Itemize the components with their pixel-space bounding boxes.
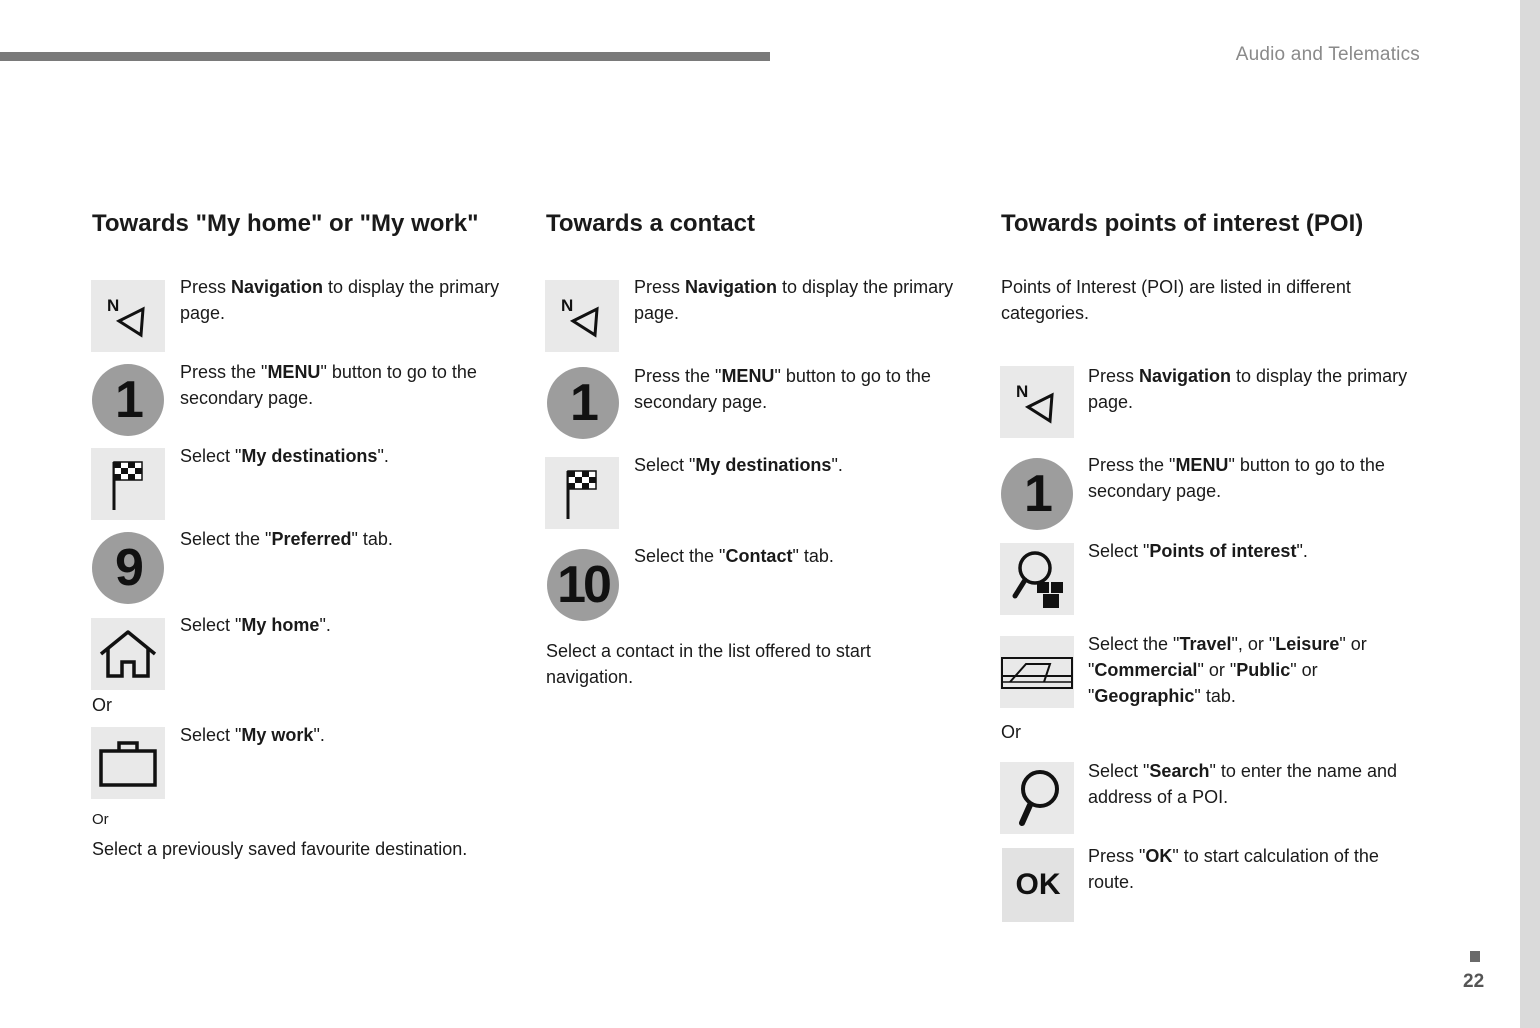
step-text: Press the "MENU" button to go to the secondary page. — [1088, 455, 1385, 501]
step-text: Press Navigation to display the primary page. — [1088, 366, 1408, 412]
step-number-badge: 1 — [92, 364, 164, 436]
briefcase-icon — [91, 727, 165, 799]
step-text: Press the "MENU" button to go to the secondary page. — [634, 366, 931, 412]
step-text: Select the "Travel", or "Leisure" or "Commercial" or "Public" or "Geographic" tab. — [1088, 634, 1367, 706]
svg-text:N: N — [561, 296, 574, 315]
section-title: Audio and Telematics — [1235, 44, 1420, 65]
step-number-badge: 10 — [547, 549, 619, 621]
ok-button-icon: OK — [1002, 848, 1074, 922]
navigation-icon — [545, 280, 619, 352]
column-title: Towards "My home" or "My work" — [92, 210, 479, 237]
step-text: Press the "MENU" button to go to the secondary page. — [180, 362, 477, 408]
navigation-icon — [91, 280, 165, 352]
navigation-icon — [1000, 366, 1074, 438]
or-label: Or — [1001, 722, 1021, 742]
poi-search-icon — [1000, 543, 1074, 615]
checkered-flag-icon — [91, 448, 165, 520]
header-rule — [0, 52, 770, 61]
home-icon — [91, 618, 165, 690]
step-text: Press Navigation to display the primary page. — [634, 277, 954, 323]
step-text: Select "My home". — [180, 615, 331, 635]
page-edge — [1520, 0, 1540, 1028]
or-label: Or — [92, 695, 112, 715]
step-text: Press "OK" to start calculation of the route. — [1088, 846, 1379, 892]
step-number-badge: 1 — [547, 367, 619, 439]
step-text: Select "Points of interest". — [1088, 541, 1308, 561]
checkered-flag-icon — [545, 457, 619, 529]
step-text: Select the "Preferred" tab. — [180, 529, 393, 549]
page-marker — [1470, 951, 1480, 962]
column-title: Towards a contact — [546, 210, 755, 237]
svg-text:N: N — [1016, 382, 1029, 401]
step-text: Select the "Contact" tab. — [634, 546, 834, 566]
intro-text: Points of Interest (POI) are listed in different categories. — [1001, 277, 1351, 323]
footer-text: Select a contact in the list offered to start navigation. — [546, 641, 871, 687]
step-text: Select "Search" to enter the name and address of a POI. — [1088, 761, 1397, 807]
column-title: Towards points of interest (POI) — [1001, 210, 1364, 237]
step-number-badge: 1 — [1001, 458, 1073, 530]
step-text: Select "My destinations". — [180, 446, 389, 466]
svg-text:N: N — [107, 296, 120, 315]
search-icon — [1000, 762, 1074, 834]
step-text: Select "My work". — [180, 725, 325, 745]
map-icon — [1000, 636, 1074, 708]
page-number: 22 — [1463, 971, 1485, 992]
step-number-badge: 9 — [92, 532, 164, 604]
step-text: Press Navigation to display the primary page. — [180, 277, 500, 323]
or-label: Or — [92, 811, 109, 828]
step-text: Select "My destinations". — [634, 455, 843, 475]
footer-text: Select a previously saved favourite destination. — [92, 839, 468, 859]
